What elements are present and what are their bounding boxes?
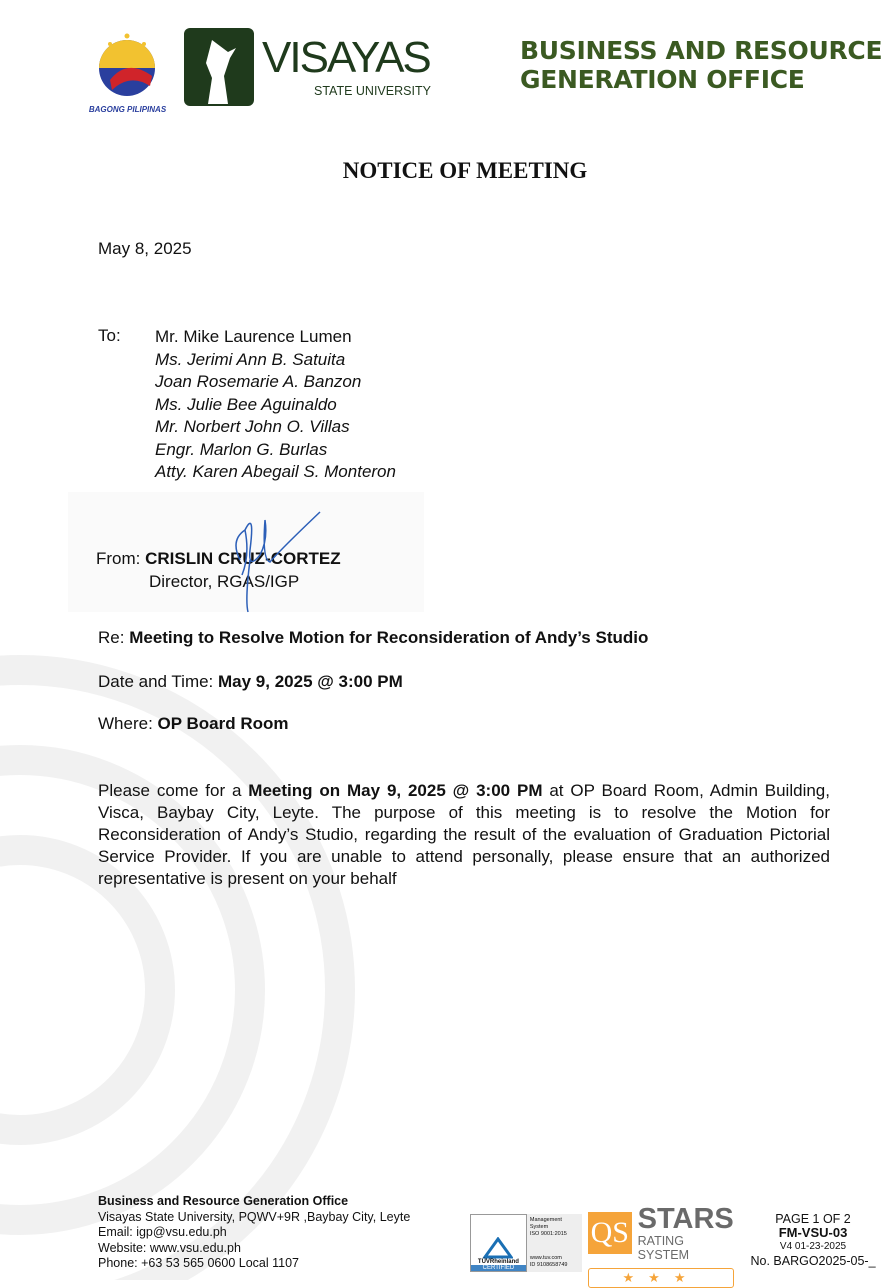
recipient: Mr. Mike Laurence Lumen bbox=[155, 327, 352, 346]
from-label: From: bbox=[96, 549, 141, 568]
footer-phone: Phone: +63 53 565 0600 Local 1107 bbox=[98, 1256, 299, 1270]
page-number: PAGE 1 OF 2 bbox=[775, 1212, 851, 1226]
where-label: Where: bbox=[98, 714, 153, 733]
tuv-certified: CERTIFIED bbox=[471, 1265, 526, 1271]
datetime-value: May 9, 2025 @ 3:00 PM bbox=[218, 672, 403, 691]
watermark-emblem bbox=[0, 640, 370, 1280]
page-info bbox=[742, 1212, 884, 1268]
body-post: at OP Board Room, Admin Building, Visca, Baybay City, Leyte. The purpose of this meeting is to resolve the Motion for Reconsideration of Andy’s Studio, regarding the result of the evaluation of Graduation Pictorial Service Provider. If you are unable to attend personally, please ensure that an authorized representative is present on your behalf bbox=[98, 781, 830, 888]
university-sub: STATE UNIVERSITY bbox=[314, 84, 431, 98]
document-date: May 8, 2025 bbox=[98, 239, 192, 258]
where-value: OP Board Room bbox=[157, 714, 289, 733]
qs-star-rating: ★★★ bbox=[588, 1268, 734, 1288]
footer-contact bbox=[98, 1194, 410, 1272]
datetime-line bbox=[98, 672, 403, 692]
tuv-badge bbox=[470, 1214, 582, 1272]
tuv-triangle-icon bbox=[483, 1237, 513, 1259]
tuv-mgmt: Management System bbox=[529, 1217, 562, 1230]
form-version: V4 01-23-2025 bbox=[779, 1241, 847, 1252]
recipient-list bbox=[155, 326, 396, 484]
datetime-label: Date and Time: bbox=[98, 672, 214, 691]
tuv-brand: TÜVRheinland bbox=[477, 1259, 519, 1265]
tuv-web: www.tuv.com bbox=[529, 1255, 562, 1261]
re-value: Meeting to Resolve Motion for Reconsideration of Andy’s Studio bbox=[129, 628, 649, 647]
signature bbox=[220, 500, 330, 615]
tuv-iso: ISO 9001:2015 bbox=[529, 1231, 567, 1237]
form-code: FM-VSU-03 bbox=[778, 1225, 848, 1240]
body-pre: Please come for a bbox=[98, 781, 249, 800]
footer-website: Website: www.vsu.edu.ph bbox=[98, 1240, 241, 1255]
document-title: NOTICE OF MEETING bbox=[342, 158, 588, 183]
footer-email: Email: igp@vsu.edu.ph bbox=[98, 1225, 227, 1239]
body-bold: Meeting on May 9, 2025 @ 3:00 PM bbox=[248, 781, 543, 800]
footer-office: Business and Resource Generation Office bbox=[98, 1194, 349, 1208]
recipient: Joan Rosemarie A. Banzon bbox=[155, 372, 362, 391]
vsu-emblem-logo bbox=[184, 28, 254, 106]
office-line2: GENERATION OFFICE bbox=[520, 65, 805, 94]
re-line bbox=[98, 628, 648, 648]
qs-stars-badge bbox=[588, 1204, 738, 1288]
office-title bbox=[520, 36, 882, 94]
document-number: No. BARGO2025-05-_ bbox=[750, 1254, 876, 1268]
vsu-wordmark bbox=[262, 34, 431, 98]
recipient: Ms. Jerimi Ann B. Satuita bbox=[155, 349, 346, 369]
recipient: Engr. Marlon G. Burlas bbox=[155, 439, 328, 459]
qs-logo: QS bbox=[588, 1212, 632, 1254]
recipient: Atty. Karen Abegail S. Monteron bbox=[155, 462, 396, 481]
from-position: Director, RGAS/IGP bbox=[149, 572, 300, 591]
footer-address: Visayas State University, PQWV+9R ,Baybay City, Leyte bbox=[98, 1209, 411, 1224]
body-paragraph bbox=[98, 780, 830, 890]
university-name: VISAYAS bbox=[262, 33, 430, 82]
office-line1: BUSINESS AND RESOURCE bbox=[520, 36, 883, 65]
qs-rating: RATING SYSTEM bbox=[637, 1234, 690, 1262]
to-label: To: bbox=[98, 326, 121, 345]
qs-stars: STARS bbox=[637, 1203, 734, 1235]
bagong-pilipinas-logo bbox=[80, 28, 175, 118]
re-label: Re: bbox=[98, 628, 125, 647]
recipient: Mr. Norbert John O. Villas bbox=[155, 417, 350, 436]
from-name: CRISLIN CRUZ-CORTEZ bbox=[145, 549, 341, 568]
recipient: Ms. Julie Bee Aguinaldo bbox=[155, 394, 337, 414]
where-line bbox=[98, 714, 289, 734]
bagong-pilipinas-text: BAGONG PILIPINAS bbox=[88, 105, 167, 114]
tuv-id: ID 9108658749 bbox=[529, 1262, 568, 1268]
